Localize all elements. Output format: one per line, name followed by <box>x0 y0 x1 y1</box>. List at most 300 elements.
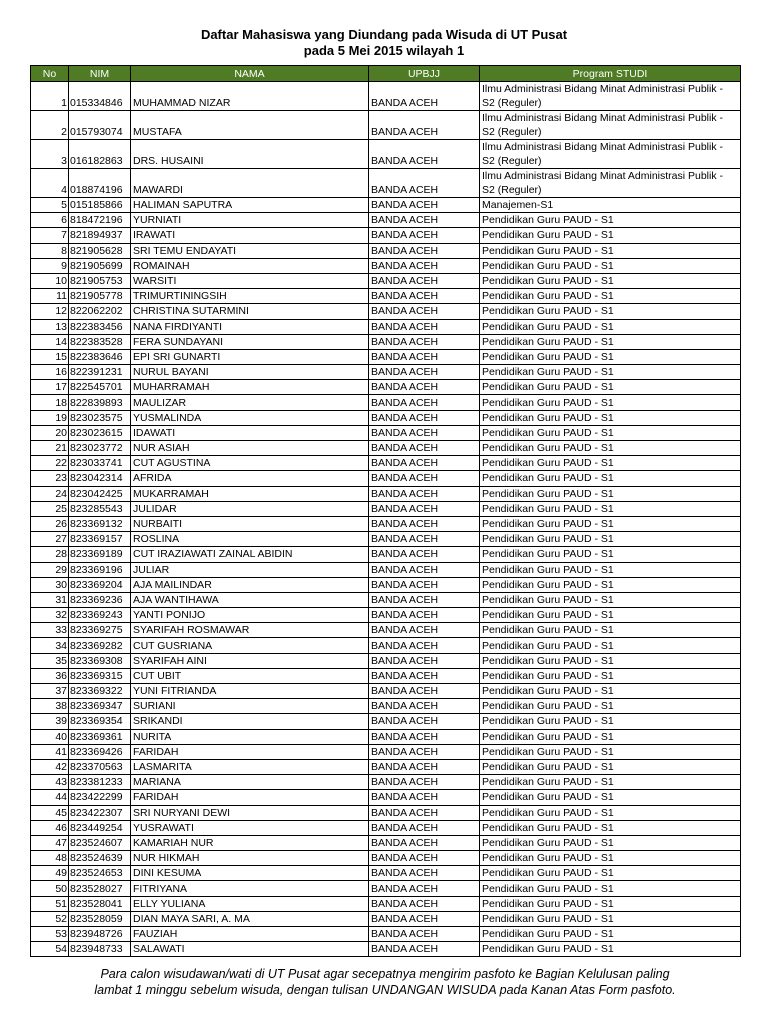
table-row <box>31 349 741 364</box>
cell-nama: CUT UBIT <box>131 668 369 683</box>
table-row <box>31 243 741 258</box>
cell-no: 18 <box>31 395 69 410</box>
cell-nim: 821905778 <box>69 289 131 304</box>
cell-upbjj: BANDA ACEH <box>369 942 480 957</box>
cell-no: 17 <box>31 380 69 395</box>
cell-nim: 823422299 <box>69 790 131 805</box>
cell-no: 48 <box>31 851 69 866</box>
cell-nim: 823369426 <box>69 744 131 759</box>
cell-upbjj: BANDA ACEH <box>369 532 480 547</box>
table-row <box>31 896 741 911</box>
table-row <box>31 169 741 198</box>
cell-nim: 823528027 <box>69 881 131 896</box>
cell-no: 46 <box>31 820 69 835</box>
table-row <box>31 729 741 744</box>
cell-program-studi: Pendidikan Guru PAUD - S1 <box>480 881 741 896</box>
cell-nim: 016182863 <box>69 140 131 169</box>
cell-nama: NUR HIKMAH <box>131 851 369 866</box>
cell-nama: YURNIATI <box>131 213 369 228</box>
table-row <box>31 942 741 957</box>
table-row <box>31 668 741 683</box>
cell-no: 15 <box>31 349 69 364</box>
cell-no: 32 <box>31 608 69 623</box>
table-row <box>31 213 741 228</box>
cell-nim: 823449254 <box>69 820 131 835</box>
table-row <box>31 441 741 456</box>
cell-nim: 823369132 <box>69 516 131 531</box>
cell-nama: EPI SRI GUNARTI <box>131 349 369 364</box>
cell-program-studi: Pendidikan Guru PAUD - S1 <box>480 608 741 623</box>
cell-program-studi: Pendidikan Guru PAUD - S1 <box>480 258 741 273</box>
cell-nama: SYARIFAH ROSMAWAR <box>131 623 369 638</box>
cell-nim: 823524607 <box>69 835 131 850</box>
cell-program-studi: Pendidikan Guru PAUD - S1 <box>480 304 741 319</box>
cell-no: 26 <box>31 516 69 531</box>
cell-nama: NURUL BAYANI <box>131 365 369 380</box>
cell-nim: 823369361 <box>69 729 131 744</box>
cell-nama: CHRISTINA SUTARMINI <box>131 304 369 319</box>
cell-nama: NURITA <box>131 729 369 744</box>
cell-nama: YUSMALINDA <box>131 410 369 425</box>
cell-nim: 823422307 <box>69 805 131 820</box>
cell-program-studi: Pendidikan Guru PAUD - S1 <box>480 927 741 942</box>
cell-program-studi: Pendidikan Guru PAUD - S1 <box>480 213 741 228</box>
footer-note-line-1: Para calon wisudawan/wati di UT Pusat agar secepatnya mengirim pasfoto ke Bagian Kelulusan paling <box>100 967 670 981</box>
cell-nim: 823033741 <box>69 456 131 471</box>
cell-nama: YUNI FITRIANDA <box>131 684 369 699</box>
cell-no: 14 <box>31 334 69 349</box>
cell-no: 11 <box>31 289 69 304</box>
cell-nama: KAMARIAH NUR <box>131 835 369 850</box>
cell-upbjj: BANDA ACEH <box>369 516 480 531</box>
cell-upbjj: BANDA ACEH <box>369 349 480 364</box>
table-row <box>31 501 741 516</box>
table-row <box>31 228 741 243</box>
cell-no: 37 <box>31 684 69 699</box>
cell-program-studi: Pendidikan Guru PAUD - S1 <box>480 896 741 911</box>
table-row <box>31 516 741 531</box>
cell-nama: TRIMURTININGSIH <box>131 289 369 304</box>
cell-program-studi: Pendidikan Guru PAUD - S1 <box>480 486 741 501</box>
cell-upbjj: BANDA ACEH <box>369 744 480 759</box>
cell-nama: DRS. HUSAINI <box>131 140 369 169</box>
cell-program-studi: Pendidikan Guru PAUD - S1 <box>480 911 741 926</box>
cell-program-studi: Pendidikan Guru PAUD - S1 <box>480 805 741 820</box>
cell-program-studi: Pendidikan Guru PAUD - S1 <box>480 547 741 562</box>
cell-program-studi: Pendidikan Guru PAUD - S1 <box>480 243 741 258</box>
cell-program-studi: Pendidikan Guru PAUD - S1 <box>480 684 741 699</box>
cell-nim: 823528059 <box>69 911 131 926</box>
table-row <box>31 805 741 820</box>
cell-upbjj: BANDA ACEH <box>369 775 480 790</box>
cell-upbjj: BANDA ACEH <box>369 334 480 349</box>
table-row <box>31 395 741 410</box>
cell-nim: 823023772 <box>69 441 131 456</box>
cell-program-studi: Pendidikan Guru PAUD - S1 <box>480 623 741 638</box>
cell-no: 5 <box>31 198 69 213</box>
cell-nim: 823023615 <box>69 425 131 440</box>
cell-program-studi: Pendidikan Guru PAUD - S1 <box>480 744 741 759</box>
cell-nim: 823369322 <box>69 684 131 699</box>
cell-nama: SRI NURYANI DEWI <box>131 805 369 820</box>
table-row <box>31 684 741 699</box>
cell-upbjj: BANDA ACEH <box>369 927 480 942</box>
cell-upbjj: BANDA ACEH <box>369 198 480 213</box>
cell-nim: 823369347 <box>69 699 131 714</box>
cell-program-studi: Pendidikan Guru PAUD - S1 <box>480 790 741 805</box>
cell-program-studi: Pendidikan Guru PAUD - S1 <box>480 532 741 547</box>
cell-upbjj: BANDA ACEH <box>369 820 480 835</box>
cell-program-studi: Pendidikan Guru PAUD - S1 <box>480 410 741 425</box>
cell-nama: LASMARITA <box>131 759 369 774</box>
cell-program-studi: Pendidikan Guru PAUD - S1 <box>480 942 741 957</box>
cell-nama: FARIDAH <box>131 744 369 759</box>
cell-no: 31 <box>31 592 69 607</box>
cell-no: 9 <box>31 258 69 273</box>
cell-nim: 823381233 <box>69 775 131 790</box>
cell-program-studi: Pendidikan Guru PAUD - S1 <box>480 441 741 456</box>
table-row <box>31 562 741 577</box>
cell-program-studi: Manajemen-S1 <box>480 198 741 213</box>
cell-no: 25 <box>31 501 69 516</box>
cell-nim: 823369196 <box>69 562 131 577</box>
cell-nama: HALIMAN SAPUTRA <box>131 198 369 213</box>
cell-nama: DINI KESUMA <box>131 866 369 881</box>
table-row <box>31 547 741 562</box>
cell-program-studi: Pendidikan Guru PAUD - S1 <box>480 395 741 410</box>
cell-nim: 822383456 <box>69 319 131 334</box>
cell-no: 2 <box>31 111 69 140</box>
table-row <box>31 334 741 349</box>
cell-nim: 823042314 <box>69 471 131 486</box>
cell-nama: MAWARDI <box>131 169 369 198</box>
cell-no: 36 <box>31 668 69 683</box>
cell-nama: ROMAINAH <box>131 258 369 273</box>
cell-no: 10 <box>31 273 69 288</box>
cell-no: 8 <box>31 243 69 258</box>
cell-upbjj: BANDA ACEH <box>369 881 480 896</box>
cell-upbjj: BANDA ACEH <box>369 140 480 169</box>
cell-upbjj: BANDA ACEH <box>369 319 480 334</box>
cell-nama: MUSTAFA <box>131 111 369 140</box>
table-row <box>31 304 741 319</box>
table-row <box>31 198 741 213</box>
cell-nama: YUSRAWATI <box>131 820 369 835</box>
cell-upbjj: BANDA ACEH <box>369 111 480 140</box>
cell-no: 47 <box>31 835 69 850</box>
cell-program-studi: Pendidikan Guru PAUD - S1 <box>480 334 741 349</box>
cell-program-studi: Pendidikan Guru PAUD - S1 <box>480 456 741 471</box>
cell-no: 30 <box>31 577 69 592</box>
cell-nim: 821894937 <box>69 228 131 243</box>
table-row <box>31 759 741 774</box>
cell-upbjj: BANDA ACEH <box>369 896 480 911</box>
cell-nama: IRAWATI <box>131 228 369 243</box>
cell-nama: MUHAMMAD NIZAR <box>131 82 369 111</box>
cell-upbjj: BANDA ACEH <box>369 714 480 729</box>
cell-upbjj: BANDA ACEH <box>369 410 480 425</box>
cell-program-studi: Pendidikan Guru PAUD - S1 <box>480 273 741 288</box>
cell-nim: 821905753 <box>69 273 131 288</box>
cell-no: 24 <box>31 486 69 501</box>
cell-program-studi: Pendidikan Guru PAUD - S1 <box>480 319 741 334</box>
cell-nim: 822391231 <box>69 365 131 380</box>
table-row <box>31 365 741 380</box>
cell-nim: 823369204 <box>69 577 131 592</box>
cell-no: 29 <box>31 562 69 577</box>
cell-nama: JULIDAR <box>131 501 369 516</box>
cell-nim: 823948726 <box>69 927 131 942</box>
cell-nama: FITRIYANA <box>131 881 369 896</box>
cell-no: 23 <box>31 471 69 486</box>
cell-upbjj: BANDA ACEH <box>369 790 480 805</box>
table-row <box>31 699 741 714</box>
cell-program-studi: Pendidikan Guru PAUD - S1 <box>480 775 741 790</box>
cell-upbjj: BANDA ACEH <box>369 851 480 866</box>
cell-upbjj: BANDA ACEH <box>369 684 480 699</box>
cell-nim: 821905699 <box>69 258 131 273</box>
cell-nim: 823285543 <box>69 501 131 516</box>
cell-upbjj: BANDA ACEH <box>369 441 480 456</box>
cell-nama: SYARIFAH AINI <box>131 653 369 668</box>
cell-nim: 822062202 <box>69 304 131 319</box>
cell-nim: 823369236 <box>69 592 131 607</box>
cell-upbjj: BANDA ACEH <box>369 562 480 577</box>
cell-upbjj: BANDA ACEH <box>369 456 480 471</box>
cell-program-studi: Pendidikan Guru PAUD - S1 <box>480 562 741 577</box>
table-row <box>31 289 741 304</box>
cell-no: 21 <box>31 441 69 456</box>
cell-program-studi: Pendidikan Guru PAUD - S1 <box>480 851 741 866</box>
cell-no: 43 <box>31 775 69 790</box>
cell-program-studi: Pendidikan Guru PAUD - S1 <box>480 592 741 607</box>
cell-nim: 823369282 <box>69 638 131 653</box>
cell-nim: 822545701 <box>69 380 131 395</box>
cell-nama: ROSLINA <box>131 532 369 547</box>
cell-program-studi: Ilmu Administrasi Bidang Minat Administrasi Publik - S2 (Reguler) <box>480 140 741 169</box>
table-row <box>31 111 741 140</box>
cell-no: 40 <box>31 729 69 744</box>
cell-nama: SALAWATI <box>131 942 369 957</box>
table-row <box>31 532 741 547</box>
cell-no: 19 <box>31 410 69 425</box>
table-row <box>31 653 741 668</box>
cell-upbjj: BANDA ACEH <box>369 228 480 243</box>
cell-upbjj: BANDA ACEH <box>369 699 480 714</box>
cell-no: 35 <box>31 653 69 668</box>
cell-upbjj: BANDA ACEH <box>369 471 480 486</box>
table-row <box>31 790 741 805</box>
cell-nama: AJA WANTIHAWA <box>131 592 369 607</box>
footer-note-line-2: lambat 1 minggu sebelum wisuda, dengan tulisan UNDANGAN WISUDA pada Kanan Atas Form pasfoto. <box>94 983 676 997</box>
cell-nama: SURIANI <box>131 699 369 714</box>
cell-program-studi: Pendidikan Guru PAUD - S1 <box>480 714 741 729</box>
cell-upbjj: BANDA ACEH <box>369 911 480 926</box>
cell-program-studi: Pendidikan Guru PAUD - S1 <box>480 501 741 516</box>
table-row <box>31 775 741 790</box>
cell-no: 27 <box>31 532 69 547</box>
document-subtitle: pada 5 Mei 2015 wilayah 1 <box>303 43 465 58</box>
cell-program-studi: Pendidikan Guru PAUD - S1 <box>480 820 741 835</box>
cell-nama: ELLY YULIANA <box>131 896 369 911</box>
cell-no: 4 <box>31 169 69 198</box>
footer-note <box>40 966 730 998</box>
cell-nama: MARIANA <box>131 775 369 790</box>
cell-program-studi: Pendidikan Guru PAUD - S1 <box>480 835 741 850</box>
table-row <box>31 608 741 623</box>
cell-nama: FERA SUNDAYANI <box>131 334 369 349</box>
cell-nim: 823370563 <box>69 759 131 774</box>
cell-no: 1 <box>31 82 69 111</box>
table-row <box>31 456 741 471</box>
cell-no: 28 <box>31 547 69 562</box>
cell-no: 39 <box>31 714 69 729</box>
cell-no: 50 <box>31 881 69 896</box>
cell-upbjj: BANDA ACEH <box>369 547 480 562</box>
table-row <box>31 82 741 111</box>
cell-no: 22 <box>31 456 69 471</box>
cell-nama: SRIKANDI <box>131 714 369 729</box>
cell-nama: SRI TEMU ENDAYATI <box>131 243 369 258</box>
cell-upbjj: BANDA ACEH <box>369 638 480 653</box>
table-row <box>31 820 741 835</box>
cell-nim: 015185866 <box>69 198 131 213</box>
cell-no: 42 <box>31 759 69 774</box>
cell-nim: 818472196 <box>69 213 131 228</box>
cell-upbjj: BANDA ACEH <box>369 304 480 319</box>
cell-nama: NURBAITI <box>131 516 369 531</box>
table-row <box>31 714 741 729</box>
cell-upbjj: BANDA ACEH <box>369 395 480 410</box>
cell-nama: IDAWATI <box>131 425 369 440</box>
table-row <box>31 851 741 866</box>
table-row <box>31 744 741 759</box>
cell-upbjj: BANDA ACEH <box>369 213 480 228</box>
cell-program-studi: Pendidikan Guru PAUD - S1 <box>480 577 741 592</box>
table-row <box>31 471 741 486</box>
cell-no: 16 <box>31 365 69 380</box>
cell-nim: 015793074 <box>69 111 131 140</box>
cell-program-studi: Pendidikan Guru PAUD - S1 <box>480 653 741 668</box>
table-row <box>31 410 741 425</box>
cell-upbjj: BANDA ACEH <box>369 835 480 850</box>
cell-nama: AFRIDA <box>131 471 369 486</box>
cell-nama: DIAN MAYA SARI, A. MA <box>131 911 369 926</box>
cell-nim: 822839893 <box>69 395 131 410</box>
cell-no: 3 <box>31 140 69 169</box>
cell-no: 20 <box>31 425 69 440</box>
cell-no: 53 <box>31 927 69 942</box>
cell-nim: 823369275 <box>69 623 131 638</box>
table-row <box>31 835 741 850</box>
column-header-nama: NAMA <box>131 66 369 82</box>
table-row <box>31 319 741 334</box>
cell-program-studi: Pendidikan Guru PAUD - S1 <box>480 471 741 486</box>
cell-no: 13 <box>31 319 69 334</box>
cell-nama: FAUZIAH <box>131 927 369 942</box>
cell-upbjj: BANDA ACEH <box>369 289 480 304</box>
cell-no: 33 <box>31 623 69 638</box>
table-row <box>31 258 741 273</box>
table-row <box>31 486 741 501</box>
cell-no: 41 <box>31 744 69 759</box>
cell-no: 7 <box>31 228 69 243</box>
cell-no: 54 <box>31 942 69 957</box>
cell-upbjj: BANDA ACEH <box>369 365 480 380</box>
table-row <box>31 577 741 592</box>
cell-nim: 823524653 <box>69 866 131 881</box>
cell-nim: 822383646 <box>69 349 131 364</box>
student-table <box>30 65 741 957</box>
column-header-no: No <box>31 66 69 82</box>
cell-program-studi: Pendidikan Guru PAUD - S1 <box>480 759 741 774</box>
cell-nim: 823369189 <box>69 547 131 562</box>
cell-nama: MUKARRAMAH <box>131 486 369 501</box>
table-row <box>31 140 741 169</box>
table-row <box>31 592 741 607</box>
cell-nim: 823369315 <box>69 668 131 683</box>
cell-nim: 823023575 <box>69 410 131 425</box>
cell-nim: 823042425 <box>69 486 131 501</box>
cell-nim: 823528041 <box>69 896 131 911</box>
column-header-nim: NIM <box>69 66 131 82</box>
cell-no: 51 <box>31 896 69 911</box>
cell-nama: NANA FIRDIYANTI <box>131 319 369 334</box>
cell-program-studi: Ilmu Administrasi Bidang Minat Administrasi Publik - S2 (Reguler) <box>480 111 741 140</box>
cell-upbjj: BANDA ACEH <box>369 380 480 395</box>
cell-nim: 823369308 <box>69 653 131 668</box>
cell-program-studi: Pendidikan Guru PAUD - S1 <box>480 365 741 380</box>
table-row <box>31 638 741 653</box>
cell-nim: 015334846 <box>69 82 131 111</box>
table-row <box>31 866 741 881</box>
cell-program-studi: Ilmu Administrasi Bidang Minat Administrasi Publik - S2 (Reguler) <box>480 169 741 198</box>
cell-upbjj: BANDA ACEH <box>369 243 480 258</box>
table-row <box>31 380 741 395</box>
cell-nim: 823524639 <box>69 851 131 866</box>
column-header-program-studi: Program STUDI <box>480 66 741 82</box>
cell-program-studi: Pendidikan Guru PAUD - S1 <box>480 425 741 440</box>
cell-nama: WARSITI <box>131 273 369 288</box>
cell-upbjj: BANDA ACEH <box>369 577 480 592</box>
cell-program-studi: Pendidikan Guru PAUD - S1 <box>480 380 741 395</box>
cell-no: 45 <box>31 805 69 820</box>
cell-nim: 821905628 <box>69 243 131 258</box>
cell-program-studi: Pendidikan Guru PAUD - S1 <box>480 228 741 243</box>
table-row <box>31 623 741 638</box>
cell-nama: JULIAR <box>131 562 369 577</box>
table-row <box>31 273 741 288</box>
cell-nim: 823948733 <box>69 942 131 957</box>
cell-upbjj: BANDA ACEH <box>369 866 480 881</box>
cell-no: 6 <box>31 213 69 228</box>
cell-nama: CUT GUSRIANA <box>131 638 369 653</box>
table-header-row <box>31 66 741 82</box>
table-row <box>31 927 741 942</box>
cell-upbjj: BANDA ACEH <box>369 729 480 744</box>
cell-nama: MAULIZAR <box>131 395 369 410</box>
cell-program-studi: Pendidikan Guru PAUD - S1 <box>480 668 741 683</box>
cell-nim: 823369157 <box>69 532 131 547</box>
table-body <box>31 82 741 957</box>
cell-program-studi: Pendidikan Guru PAUD - S1 <box>480 516 741 531</box>
cell-program-studi: Pendidikan Guru PAUD - S1 <box>480 866 741 881</box>
cell-upbjj: BANDA ACEH <box>369 623 480 638</box>
cell-upbjj: BANDA ACEH <box>369 169 480 198</box>
cell-no: 44 <box>31 790 69 805</box>
cell-nim: 823369354 <box>69 714 131 729</box>
cell-no: 49 <box>31 866 69 881</box>
